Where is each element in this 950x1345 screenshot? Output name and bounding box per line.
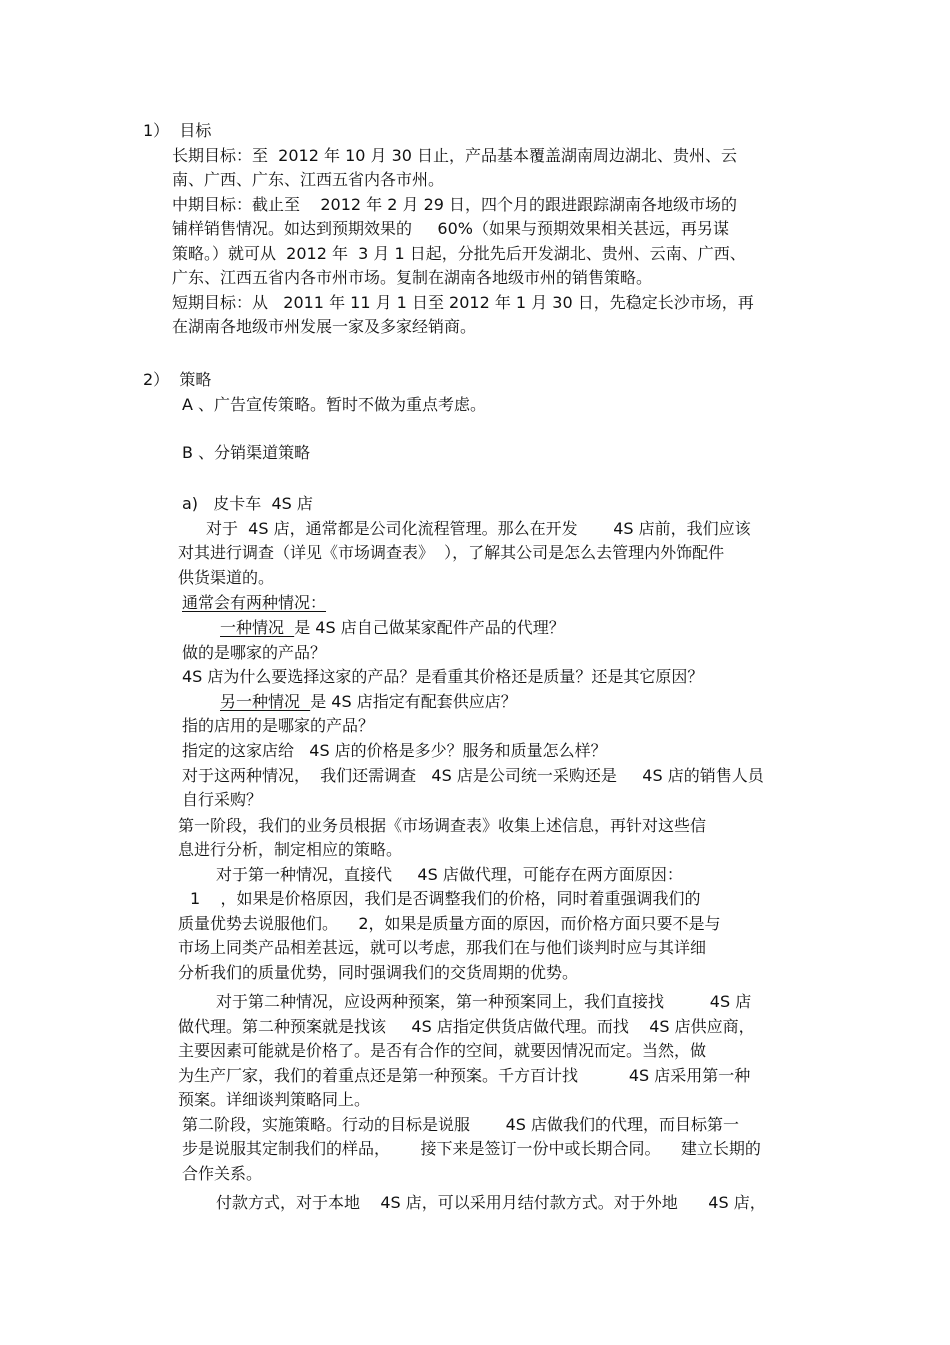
short-term-goal-line-1: 短期目标：从 2011 年 11 月 1 日至 2012 年 1 月 30 日，先稳定长沙市场，再 <box>172 293 754 312</box>
long-term-goal-line-2: 南、广西、广东、江西五省内各市州。 <box>172 170 445 189</box>
two-cases-heading: 通常会有两种情况： <box>182 593 327 612</box>
second-case-line-2: 做代理。第二种预案就是找该 4S 店指定供货店做代理。而找 4S 店供应商， <box>178 1017 755 1036</box>
paragraph-1-line-2: 对其进行调查（详见《市场调查表》 ），了解其公司是怎么去管理内外饰配件 <box>178 543 725 562</box>
case-2-text: 是 4S 店指定有配套供应店？ <box>310 692 517 711</box>
long-term-goal-line-1: 长期目标：至 2012 年 10 月 30 日止，产品基本覆盖湖南周边湖北、贵州、云 <box>172 146 738 165</box>
case-2-line <box>220 691 517 713</box>
stage-1-line-2: 息进行分析，制定相应的策略。 <box>178 840 403 859</box>
stage-2-line-1: 第二阶段，实施策略。行动的目标是说服 4S 店做我们的代理，而目标第一 <box>182 1115 740 1134</box>
short-term-goal-line-2: 在湖南各地级市州发展一家及多家经销商。 <box>172 317 477 336</box>
stage-1-line-1: 第一阶段，我们的业务员根据《市场调查表》收集上述信息，再针对这些信 <box>178 816 707 835</box>
payment-line: 付款方式，对于本地 4S 店，可以采用月结付款方式。对于外地 4S 店， <box>216 1193 766 1212</box>
question-4: 指定的这家店给 4S 店的价格是多少？服务和质量怎么样？ <box>182 741 607 760</box>
question-1: 做的是哪家的产品？ <box>182 643 327 662</box>
reasons-line-4: 分析我们的质量优势，同时强调我们的交货周期的优势。 <box>178 963 579 982</box>
case-1-text: 是 4S 店自己做某家配件产品的代理？ <box>294 618 565 637</box>
stage-2-line-2: 步是说服其定制我们的样品， 接下来是签订一份中或长期合同。 建立长期的 <box>182 1139 761 1158</box>
case-2-label: 另一种情况 <box>220 692 311 711</box>
question-2: 4S 店为什么要选择这家的产品？是看重其价格还是质量？还是其它原因？ <box>182 667 704 686</box>
stage-2-line-3: 合作关系。 <box>182 1164 263 1183</box>
mid-term-goal-line-4: 广东、江西五省内各市州市场。复制在湖南各地级市州的销售策略。 <box>172 268 653 287</box>
mid-term-goal-line-1: 中期目标：截止至 2012 年 2 月 29 日，四个月的跟进跟踪湖南各地级市场的 <box>172 195 738 214</box>
sub-heading-a: a) 皮卡车 4S 店 <box>182 494 313 513</box>
question-3: 指的店用的是哪家的产品？ <box>182 716 375 735</box>
question-5-line-2: 自行采购？ <box>182 790 263 809</box>
strategy-b: B 、分销渠道策略 <box>182 443 311 462</box>
reasons-line-1: 1 ，如果是价格原因，我们是否调整我们的价格，同时着重强调我们的 <box>190 889 701 908</box>
paragraph-1-line-3: 供货渠道的。 <box>178 568 275 587</box>
second-case-line-3: 主要因素可能就是价格了。是否有合作的空间，就要因情况而定。当然，做 <box>178 1041 707 1060</box>
second-case-line-1: 对于第二种情况，应设两种预案，第一种预案同上，我们直接找 4S 店 <box>216 992 752 1011</box>
first-case-heading: 对于第一种情况，直接代 4S 店做代理，可能存在两方面原因： <box>216 865 683 884</box>
section-2-heading: 2） 策略 <box>143 370 212 389</box>
reasons-line-2: 质量优势去说服他们。 2，如果是质量方面的原因，而价格方面只要不是与 <box>178 914 721 933</box>
second-case-line-5: 预案。详细谈判策略同上。 <box>178 1090 371 1109</box>
reasons-line-3: 市场上同类产品相差甚远，就可以考虑，那我们在与他们谈判时应与其详细 <box>178 938 707 957</box>
mid-term-goal-line-3: 策略。）就可从 2012 年 3 月 1 日起，分批先后开发湖北、贵州、云南、广西、 <box>172 244 746 263</box>
case-1-line <box>220 617 565 639</box>
second-case-line-4: 为生产厂家，我们的着重点还是第一种预案。千方百计找 4S 店采用第一种 <box>178 1066 751 1085</box>
strategy-a: A 、广告宣传策略。暂时不做为重点考虑。 <box>182 395 487 414</box>
question-5-line-1: 对于这两种情况， 我们还需调查 4S 店是公司统一采购还是 4S 店的销售人员 <box>182 766 764 785</box>
section-1-heading: 1） 目标 <box>143 121 212 140</box>
paragraph-1-line-1: 对于 4S 店，通常都是公司化流程管理。那么在开发 4S 店前，我们应该 <box>206 519 751 538</box>
case-1-label: 一种情况 <box>220 618 295 637</box>
mid-term-goal-line-2: 铺样销售情况。如达到预期效果的 60%（如果与预期效果相关甚远，再另谋 <box>172 219 729 238</box>
